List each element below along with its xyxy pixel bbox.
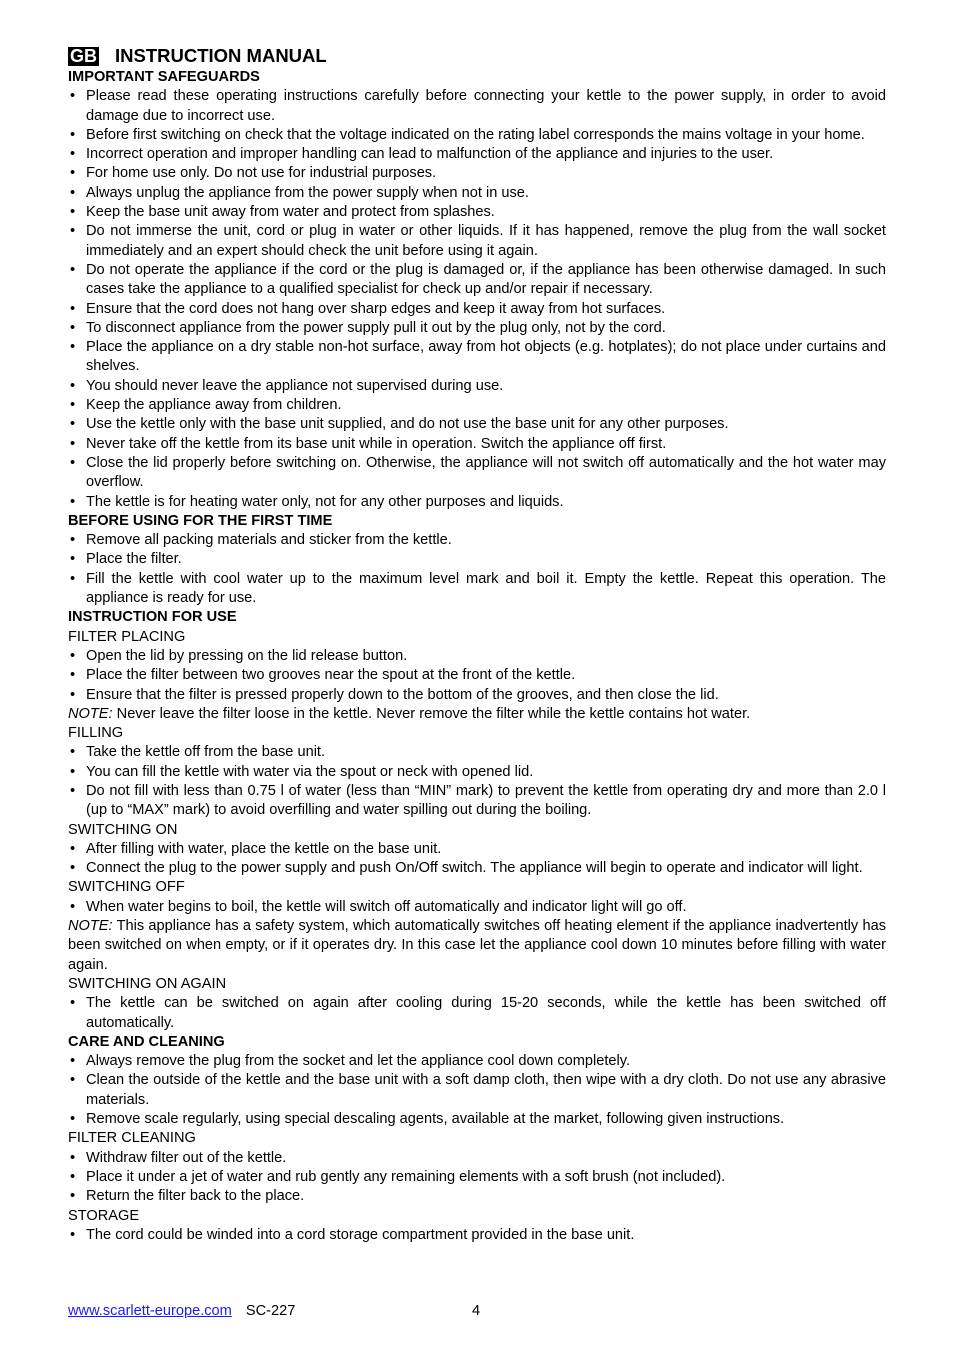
- list-item: [68, 994, 886, 1033]
- bullet-icon: •: [70, 1188, 76, 1205]
- bullet-icon: •: [70, 435, 76, 452]
- list-item: [68, 319, 886, 338]
- list-item-text: You can fill the kettle with water via the spout or neck with opened lid.: [86, 763, 534, 780]
- list-item: [68, 126, 886, 145]
- bullet-icon: •: [70, 339, 76, 356]
- list-item-text: Take the kettle off from the base unit.: [86, 744, 326, 761]
- list-item: [68, 1110, 886, 1129]
- bullet-icon: •: [70, 1226, 76, 1243]
- bullet-icon: •: [70, 261, 76, 278]
- bullet-icon: •: [70, 184, 76, 201]
- title-row: [68, 44, 886, 68]
- bullet-icon: •: [70, 647, 76, 664]
- bullet-icon: •: [70, 860, 76, 877]
- subsection-heading: STORAGE: [68, 1207, 140, 1224]
- list-item-text: Fill the kettle with cool water up to the maximum level mark and boil it. Empty the kettle. Repeat this operation. The appliance is ready for use.: [86, 570, 886, 607]
- list-item: [68, 145, 886, 164]
- subsection-heading: SWITCHING ON AGAIN: [68, 975, 227, 992]
- list-item: [68, 570, 886, 609]
- bullet-list: [68, 1052, 886, 1129]
- subsection-heading: FILLING: [68, 725, 124, 742]
- subsection-heading: FILTER PLACING: [68, 628, 186, 645]
- website-link[interactable]: www.scarlett-europe.com: [68, 1303, 232, 1319]
- list-item: [68, 1168, 886, 1187]
- list-item: [68, 203, 886, 222]
- bullet-list: [68, 1149, 886, 1207]
- bullet-icon: •: [70, 223, 76, 240]
- list-item-text: Withdraw filter out of the kettle.: [86, 1149, 287, 1166]
- list-item-text: The cord could be winded into a cord storage compartment provided in the base unit.: [86, 1226, 635, 1243]
- bullet-icon: •: [70, 146, 76, 163]
- note-paragraph: [68, 917, 886, 975]
- page-number: 4: [472, 1303, 481, 1319]
- bullet-icon: •: [70, 397, 76, 414]
- list-item-text: Please read these operating instructions carefully before connecting your kettle to the power supply, in order to avoid damage due to incorrect use.: [86, 88, 886, 124]
- bullet-icon: •: [70, 995, 76, 1012]
- list-item: [68, 300, 886, 319]
- list-item: [68, 1187, 886, 1206]
- list-item-text: When water begins to boil, the kettle will switch off automatically and indicator light will go off.: [86, 898, 687, 915]
- bullet-list: [68, 743, 886, 820]
- list-item: [68, 840, 886, 859]
- bullet-list: [68, 898, 886, 917]
- list-item: [68, 743, 886, 762]
- list-item-text: Remove all packing materials and sticker from the kettle.: [86, 532, 452, 549]
- bullet-icon: •: [70, 763, 76, 780]
- note-paragraph: [68, 705, 886, 724]
- list-item: [68, 222, 886, 261]
- list-item-text: You should never leave the appliance not supervised during use.: [86, 377, 504, 394]
- bullet-icon: •: [70, 840, 76, 857]
- bullet-icon: •: [70, 416, 76, 433]
- list-item: [68, 415, 886, 434]
- list-item: [68, 377, 886, 396]
- list-item-text: Always unplug the appliance from the power supply when not in use.: [86, 184, 529, 201]
- list-item-text: Place the filter.: [86, 551, 182, 568]
- list-item-text: Incorrect operation and improper handling can lead to malfunction of the appliance and injuries to the user.: [86, 146, 774, 163]
- list-item-text: Do not immerse the unit, cord or plug in water or other liquids. If it has happened, remove the plug from the wall socket immediately and an expert should check the unit before using it again.: [86, 223, 886, 259]
- list-item: [68, 550, 886, 569]
- list-item-text: Return the filter back to the place.: [86, 1188, 305, 1205]
- bullet-icon: •: [70, 686, 76, 703]
- list-item-text: The kettle can be switched on again after cooling during 15-20 seconds, while the kettle has been switched off automatically.: [86, 995, 886, 1031]
- section-heading: CARE AND CLEANING: [68, 1033, 225, 1050]
- list-item-text: Do not operate the appliance if the cord or the plug is damaged or, if the appliance has been otherwise damaged. In such cases take the appliance to a qualified specialist for check up and/or repair if necessary.: [86, 261, 886, 298]
- document-page: [68, 44, 886, 1245]
- bullet-list: [68, 840, 886, 879]
- list-item: [68, 859, 886, 878]
- note-text: Never leave the filter loose in the kettle. Never remove the filter while the kettle contains hot water.: [112, 705, 751, 722]
- model-number: SC-227: [245, 1303, 296, 1319]
- bullet-list: [68, 87, 886, 512]
- bullet-icon: •: [70, 377, 76, 394]
- bullet-icon: •: [70, 898, 76, 915]
- bullet-icon: •: [70, 493, 76, 510]
- list-item-text: Before first switching on check that the voltage indicated on the rating label corresponds the mains voltage in your home.: [86, 126, 865, 143]
- list-item-text: Never take off the kettle from its base unit while in operation. Switch the appliance off first.: [86, 435, 667, 452]
- manual-content: [68, 68, 886, 1245]
- list-item-text: Place the filter between two grooves near the spout at the front of the kettle.: [86, 667, 576, 684]
- list-item-text: Keep the appliance away from children.: [86, 397, 342, 414]
- page-title: INSTRUCTION MANUAL: [115, 45, 327, 67]
- list-item-text: Keep the base unit away from water and protect from splashes.: [86, 204, 495, 221]
- bullet-icon: •: [70, 1072, 76, 1089]
- list-item-text: Ensure that the filter is pressed properly down to the bottom of the grooves, and then close the lid.: [86, 686, 719, 703]
- bullet-icon: •: [70, 1149, 76, 1166]
- bullet-icon: •: [70, 1053, 76, 1070]
- list-item-text: Connect the plug to the power supply and push On/Off switch. The appliance will begin to operate and indicator will light.: [86, 860, 863, 877]
- list-item: [68, 531, 886, 550]
- subsection-heading: SWITCHING OFF: [68, 879, 185, 896]
- list-item: [68, 454, 886, 493]
- section-heading: IMPORTANT SAFEGUARDS: [68, 69, 260, 85]
- list-item-text: For home use only. Do not use for industrial purposes.: [86, 165, 437, 182]
- bullet-list: [68, 994, 886, 1033]
- list-item: [68, 184, 886, 203]
- list-item-text: After filling with water, place the kettle on the base unit.: [86, 840, 442, 857]
- bullet-list: [68, 1226, 886, 1245]
- note-label: NOTE:: [68, 705, 113, 722]
- list-item: [68, 396, 886, 415]
- bullet-icon: •: [70, 532, 76, 549]
- list-item: [68, 782, 886, 821]
- page-footer: [68, 1303, 886, 1323]
- bullet-icon: •: [70, 126, 76, 143]
- bullet-icon: •: [70, 570, 76, 587]
- list-item-text: To disconnect appliance from the power supply pull it out by the plug only, not by the cord.: [86, 319, 666, 336]
- list-item: [68, 87, 886, 126]
- list-item: [68, 338, 886, 377]
- bullet-icon: •: [70, 1168, 76, 1185]
- bullet-list: [68, 531, 886, 608]
- bullet-icon: •: [70, 782, 76, 799]
- list-item: [68, 435, 886, 454]
- list-item-text: Clean the outside of the kettle and the base unit with a soft damp cloth, then wipe with a dry cloth. Do not use any abrasive materials.: [86, 1072, 886, 1108]
- bullet-icon: •: [70, 454, 76, 471]
- list-item: [68, 686, 886, 705]
- bullet-icon: •: [70, 319, 76, 336]
- section-heading: BEFORE USING FOR THE FIRST TIME: [68, 512, 333, 529]
- bullet-icon: •: [70, 165, 76, 182]
- list-item: [68, 647, 886, 666]
- list-item: [68, 1071, 886, 1110]
- bullet-list: [68, 647, 886, 705]
- list-item-text: Place it under a jet of water and rub gently any remaining elements with a soft brush (not included).: [86, 1168, 726, 1185]
- bullet-icon: •: [70, 1111, 76, 1128]
- list-item-text: Do not fill with less than 0.75 l of water (less than “MIN” mark) to prevent the kettle from operating dry and more than 2.0 l (up to “MAX” mark) to avoid overfilling and water spilling out during the boiling.: [86, 782, 886, 819]
- list-item-text: Close the lid properly before switching on. Otherwise, the appliance will not switch off automatically and the hot water may overflow.: [86, 454, 886, 491]
- list-item-text: Always remove the plug from the socket and let the appliance cool down completely.: [86, 1053, 631, 1070]
- bullet-icon: •: [70, 667, 76, 684]
- section-heading: INSTRUCTION FOR USE: [68, 609, 237, 626]
- language-badge: GB: [70, 45, 97, 66]
- list-item-text: Open the lid by pressing on the lid release button.: [86, 647, 408, 664]
- bullet-icon: •: [70, 300, 76, 317]
- list-item: [68, 164, 886, 183]
- list-item: [68, 763, 886, 782]
- list-item-text: Remove scale regularly, using special descaling agents, available at the market, following given instructions.: [86, 1111, 785, 1128]
- subsection-heading: SWITCHING ON: [68, 821, 178, 838]
- list-item-text: Use the kettle only with the base unit supplied, and do not use the base unit for any other purposes.: [86, 416, 729, 433]
- bullet-icon: •: [70, 204, 76, 221]
- subsection-heading: FILTER CLEANING: [68, 1130, 196, 1147]
- list-item: [68, 261, 886, 300]
- bullet-icon: •: [70, 744, 76, 761]
- list-item: [68, 1149, 886, 1168]
- list-item-text: Ensure that the cord does not hang over sharp edges and keep it away from hot surfaces.: [86, 300, 666, 317]
- list-item: [68, 898, 886, 917]
- list-item: [68, 1226, 886, 1245]
- bullet-icon: •: [70, 551, 76, 568]
- note-text: This appliance has a safety system, which automatically switches off heating element if the appliance inadvertently has been switched on when empty, or if it operates dry. In this case let the appliance cool down 10 minutes before filling with water again.: [68, 918, 886, 973]
- list-item: [68, 493, 886, 512]
- list-item-text: Place the appliance on a dry stable non-hot surface, away from hot objects (e.g. hotplates); do not place under curtains and shelves.: [86, 339, 886, 375]
- list-item: [68, 666, 886, 685]
- note-label: NOTE:: [68, 918, 113, 935]
- list-item-text: The kettle is for heating water only, not for any other purposes and liquids.: [86, 493, 564, 510]
- list-item: [68, 1052, 886, 1071]
- bullet-icon: •: [70, 88, 76, 105]
